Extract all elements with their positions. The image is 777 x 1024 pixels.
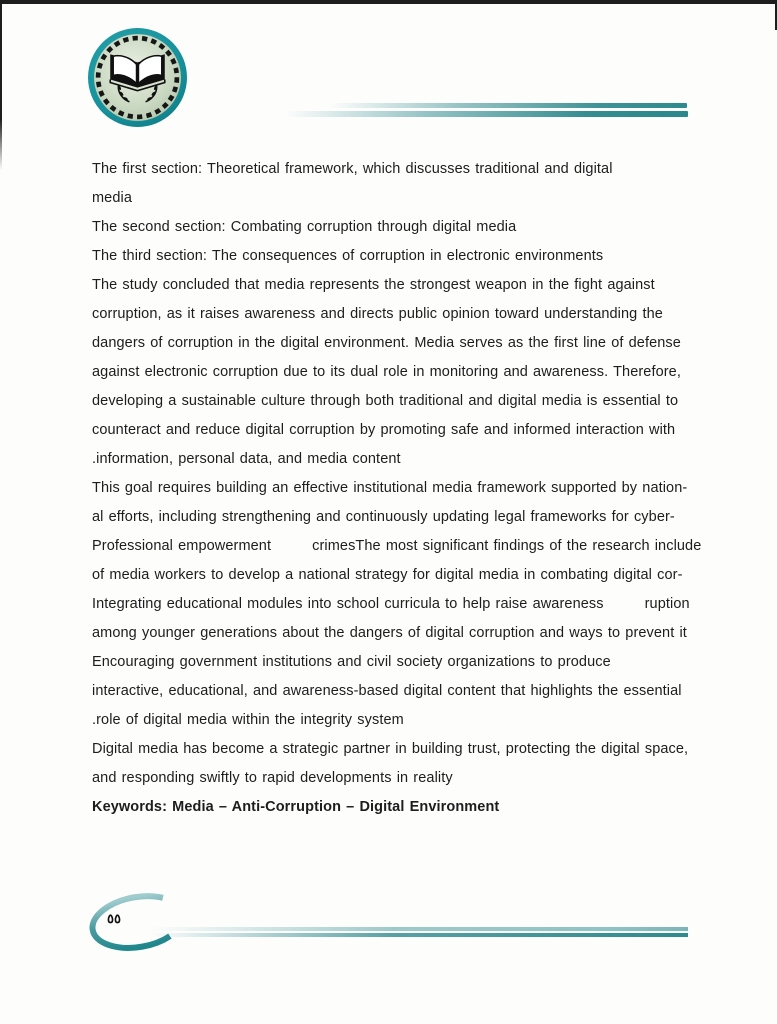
text-line: interactive, educational, and awareness-based digital content that highlights the essential xyxy=(92,683,682,699)
text-line: Integrating educational modules into school curricula to help raise awareness ruption xyxy=(92,596,690,612)
text-line: .information, personal data, and media content xyxy=(92,451,401,467)
institution-logo xyxy=(87,27,188,128)
text-line: and responding swiftly to rapid developments in reality xyxy=(92,770,453,786)
scan-edge-left xyxy=(0,0,2,170)
header-rule-top xyxy=(330,103,687,108)
text-line: Digital media has become a strategic partner in building trust, protecting the digital space, xyxy=(92,741,689,757)
text-line: The third section: The consequences of corruption in electronic environments xyxy=(92,248,604,264)
page-number: ٥٥ xyxy=(107,911,121,926)
text-line: among younger generations about the dangers of digital corruption and ways to prevent it xyxy=(92,625,687,641)
text-line: dangers of corruption in the digital environment. Media serves as the first line of defense xyxy=(92,335,681,351)
text-line: The study concluded that media represents the strongest weapon in the fight against xyxy=(92,277,655,293)
text-line: The first section: Theoretical framework, which discusses traditional and digital xyxy=(92,161,613,177)
text-line: media xyxy=(92,190,132,206)
text-line: of media workers to develop a national strategy for digital media in combating digital cor- xyxy=(92,567,683,583)
header-rule-bottom xyxy=(285,111,688,117)
text-line: This goal requires building an effective institutional media framework supported by nation- xyxy=(92,480,688,496)
text-line: Professional empowerment crimesThe most significant findings of the research include xyxy=(92,538,702,554)
text-line: against electronic corruption due to its dual role in monitoring and awareness. Therefore, xyxy=(92,364,681,380)
text-line: developing a sustainable culture through both traditional and digital media is essential to xyxy=(92,393,679,409)
text-line: Encouraging government institutions and civil society organizations to produce xyxy=(92,654,611,670)
text-line: .role of digital media within the integrity system xyxy=(92,712,404,728)
text-line: The second section: Combating corruption through digital media xyxy=(92,219,517,235)
text-line: corruption, as it raises awareness and directs public opinion toward understanding the xyxy=(92,306,663,322)
footer-rule-dark xyxy=(150,933,688,937)
text-line: al efforts, including strengthening and continuously updating legal frameworks for cyber- xyxy=(92,509,675,525)
footer-rule xyxy=(150,927,688,937)
keywords-line: Keywords: Media – Anti-Corruption – Digital Environment xyxy=(92,799,500,815)
scan-edge-top xyxy=(0,0,777,4)
body-text xyxy=(92,155,732,822)
text-line: counteract and reduce digital corruption by promoting safe and informed interaction with xyxy=(92,422,676,438)
